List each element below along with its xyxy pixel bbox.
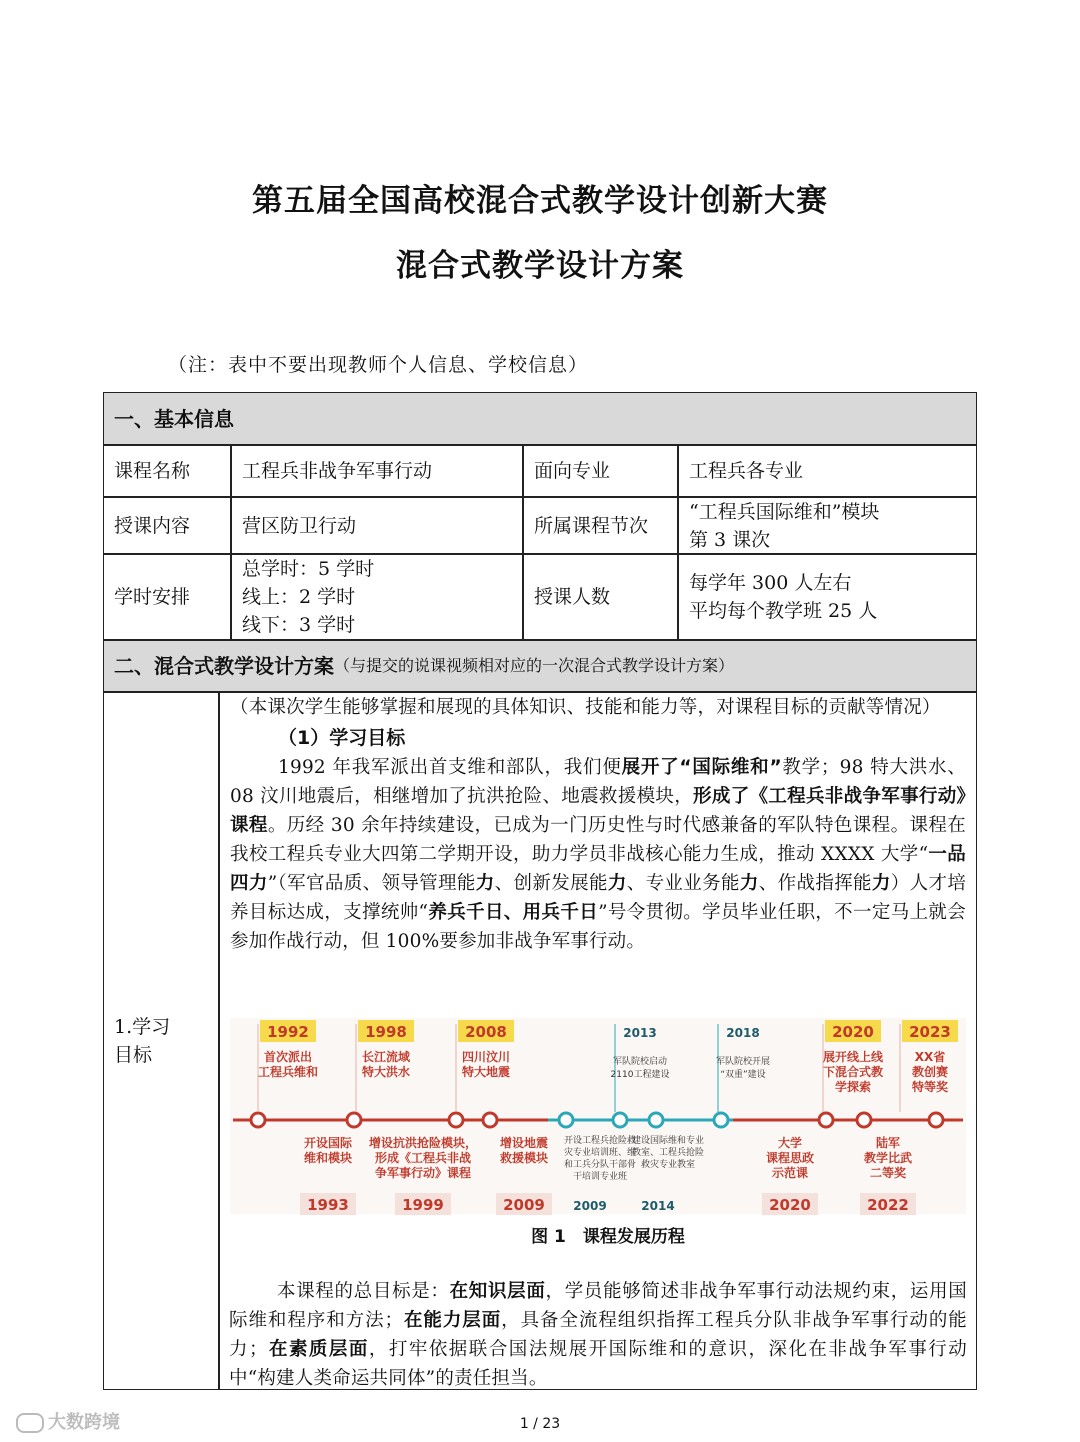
content-value-text: 营区防卫行动 (242, 514, 357, 537)
timeline-top-event-line2-5: 下混合式教 (822, 1065, 884, 1079)
watermark: 大数跨境 (16, 1408, 120, 1434)
hours-label-text: 学时安排 (114, 586, 191, 608)
note-text: （注：表中不要出现教师个人信息、学校信息） (168, 354, 589, 376)
session-line-1: “工程兵国际维和”模块 (689, 500, 880, 523)
timeline-bottom-event-line1-6: 陆军 (875, 1136, 901, 1150)
page-title: 第五届全国高校混合式教学设计创新大赛 (252, 183, 828, 219)
timeline-top-year-2: 2008 (465, 1023, 507, 1041)
watermark-logo-icon (16, 1413, 44, 1433)
hours-label (103, 554, 231, 640)
timeline-bottom-event-line1-1: 增设抗洪抢险模块， (368, 1136, 478, 1150)
history-paragraph: 1992 年我军派出首支维和部队，我们便展开了“国际维和”教学；98 特大洪水、08 汶川地震后，相继增加了抗洪抢险、地震救援模块，形成了《工程兵非战争军事行动》课程。历经 30 余年持续建设，已成为一门历史性与时代感兼备的军队特色课程。课程在我校工程兵专业大四第二学期开设，助力学员非战核心能力生成，推动 XXXX 大学“一品四力”（军官品质、领导管理能力、创新发展能力、专业业务能力、作战指挥能力）人才培养目标达成，支撑统帅“养兵千日、用兵千日”号令贯彻。学员毕业任职，不一定马上就会参加作战行动，但 100%要参加非战争军事行动。 (230, 757, 967, 952)
major-value (678, 445, 977, 497)
timeline-top-event-line2-1: 特大洪水 (361, 1065, 411, 1079)
timeline-bottom-year-5: 2020 (769, 1196, 811, 1214)
timeline-background (230, 1018, 966, 1214)
session-label-text: 所属课程节次 (534, 514, 649, 537)
timeline-top-event-line2-6: 教创赛 (911, 1065, 949, 1079)
content-label-text: 授课内容 (114, 514, 191, 537)
session-line-2: 第 3 课次 (689, 528, 771, 551)
hours-online: 线上：2 学时 (242, 586, 356, 608)
timeline-node-5 (613, 1113, 627, 1127)
major-label (523, 445, 678, 497)
timeline-node-6 (649, 1113, 663, 1127)
timeline-top-event-line3-6: 特等奖 (911, 1080, 949, 1094)
timeline-top-event-line1-4: 军队院校开展 (715, 1057, 771, 1067)
timeline-top-event-line2-4: “双重”建设 (720, 1070, 766, 1080)
timeline-bottom-event-line2-4: 教室、工程兵抢险 (631, 1148, 705, 1158)
major-label-text: 面向专业 (534, 460, 611, 482)
timeline-top-year-5: 2020 (832, 1023, 874, 1041)
timeline-node-0 (251, 1113, 265, 1127)
session-value (678, 497, 977, 554)
timeline-bottom-event-line2-1: 形成《工程兵非战 (374, 1151, 472, 1165)
timeline-top-event-line2-2: 特大地震 (461, 1065, 511, 1079)
section-basic-info-title: 一、基本信息 (114, 406, 234, 431)
timeline-top-event-line1-5: 展开线上线 (822, 1050, 884, 1064)
students-label-text: 授课人数 (534, 586, 611, 608)
students-line-2: 平均每个教学班 25 人 (689, 600, 878, 622)
hours-value (231, 554, 523, 640)
content-value (231, 497, 523, 554)
timeline-node-2 (449, 1113, 463, 1127)
content-label (103, 497, 231, 554)
students-label (523, 554, 678, 640)
course-name-value-text: 工程兵非战争军事行动 (242, 460, 433, 482)
timeline-figure (228, 1016, 968, 1216)
timeline-node-9 (857, 1113, 871, 1127)
major-value-text: 工程兵各专业 (689, 460, 804, 482)
session-label (523, 497, 678, 554)
timeline-top-year-4: 2018 (726, 1026, 760, 1040)
section-design-header (103, 640, 977, 692)
timeline-bottom-event-line2-6: 教学比武 (863, 1151, 913, 1165)
goal-paragraph: 本课程的总目标是：在知识层面，学员能够简述非战争军事行动法规约束，运用国际维和程序和方法；在能力层面，具备全流程组织指挥工程兵分队非战争军事行动的能力；在素质层面，打牢依据联合国法规展开国际维和的意识，深化在非战争军事行动中“构建人类命运共同体”的责任担当。 (229, 1281, 967, 1389)
section-basic-info-header (103, 392, 977, 445)
timeline-top-event-line1-6: XX省 (914, 1050, 946, 1064)
intro-paragraph: （本课次学生能够掌握和展现的具体知识、技能和能力等，对课程目标的贡献等情况） (230, 697, 941, 718)
timeline-bottom-event-line2-0: 维和模块 (303, 1151, 353, 1165)
students-line-1: 每学年 300 人左右 (689, 572, 852, 594)
timeline-top-event-line1-0: 首次派出 (263, 1050, 313, 1064)
section-design-note: （与提交的说课视频相对应的一次混合式教学设计方案） (334, 656, 735, 675)
students-value (678, 554, 977, 640)
timeline-node-10 (929, 1113, 943, 1127)
timeline-bottom-year-2: 2009 (503, 1196, 545, 1214)
timeline-bottom-event-line3-3: 和工兵分队干部骨 (563, 1160, 637, 1170)
course-name-label (103, 445, 231, 497)
learning-goal-label-line-1: 1.学习 (114, 1016, 171, 1038)
timeline-top-year-6: 2023 (909, 1023, 951, 1041)
timeline-bottom-event-line2-3: 灾专业培训班、维 (563, 1148, 637, 1158)
timeline-node-3 (483, 1113, 497, 1127)
timeline-top-event-line2-0: 工程兵维和 (257, 1065, 319, 1079)
figure-caption: 图 1 课程发展历程 (531, 1227, 685, 1247)
timeline-top-event-line1-1: 长江流域 (361, 1050, 411, 1064)
timeline-top-year-3: 2013 (623, 1026, 657, 1040)
timeline-bottom-event-line3-6: 二等奖 (869, 1166, 907, 1180)
timeline-node-7 (714, 1113, 728, 1127)
learning-goal-label-line-2: 目标 (114, 1044, 153, 1066)
subheading-learning-goals: （1）学习目标 (278, 727, 406, 749)
timeline-bottom-event-line3-4: 救灾专业教室 (640, 1160, 696, 1170)
timeline-node-1 (347, 1113, 361, 1127)
timeline-bottom-year-6: 2022 (867, 1196, 909, 1214)
timeline-node-4 (559, 1113, 573, 1127)
timeline-bottom-event-line1-4: 建设国际维和专业 (631, 1136, 705, 1146)
timeline-bottom-event-line2-2: 救援模块 (499, 1151, 549, 1165)
timeline-top-year-1: 1998 (365, 1023, 407, 1041)
hours-total: 总学时：5 学时 (242, 558, 375, 580)
timeline-bottom-year-1: 1999 (402, 1196, 444, 1214)
timeline-bottom-year-3: 2009 (573, 1199, 607, 1213)
timeline-bottom-event-line3-5: 示范课 (771, 1166, 809, 1180)
course-name-label-text: 课程名称 (114, 460, 191, 482)
timeline-top-event-line1-3: 军队院校启动 (612, 1057, 668, 1067)
page-subtitle: 混合式教学设计方案 (396, 248, 684, 284)
timeline-bottom-year-4: 2014 (641, 1199, 675, 1213)
timeline-bottom-year-0: 1993 (307, 1196, 349, 1214)
timeline-bottom-event-line3-1: 争军事行动》课程 (374, 1166, 472, 1180)
section-design-title: 二、混合式教学设计方案 (114, 654, 334, 678)
timeline-top-event-line3-5: 学探索 (834, 1080, 872, 1094)
course-name-value (231, 445, 523, 497)
timeline-bottom-event-line2-5: 课程思政 (765, 1151, 815, 1165)
timeline-bottom-event-line1-5: 大学 (777, 1136, 803, 1150)
timeline-top-event-line2-3: 2110工程建设 (610, 1070, 670, 1080)
timeline-top-event-line1-2: 四川汶川 (461, 1050, 511, 1064)
timeline-bottom-event-line1-3: 开设工程兵抢险救 (563, 1136, 637, 1146)
timeline-bottom-event-line4-3: 干培训专业班 (572, 1172, 628, 1182)
timeline-top-year-0: 1992 (267, 1023, 309, 1041)
hours-offline: 线下：3 学时 (242, 614, 356, 636)
timeline-bottom-event-line1-0: 开设国际 (303, 1136, 353, 1150)
timeline-bottom-event-line1-2: 增设地震 (499, 1136, 549, 1150)
timeline-node-8 (819, 1113, 833, 1127)
page-number: 1 / 23 (519, 1416, 561, 1432)
learning-goal-label (103, 692, 219, 1390)
